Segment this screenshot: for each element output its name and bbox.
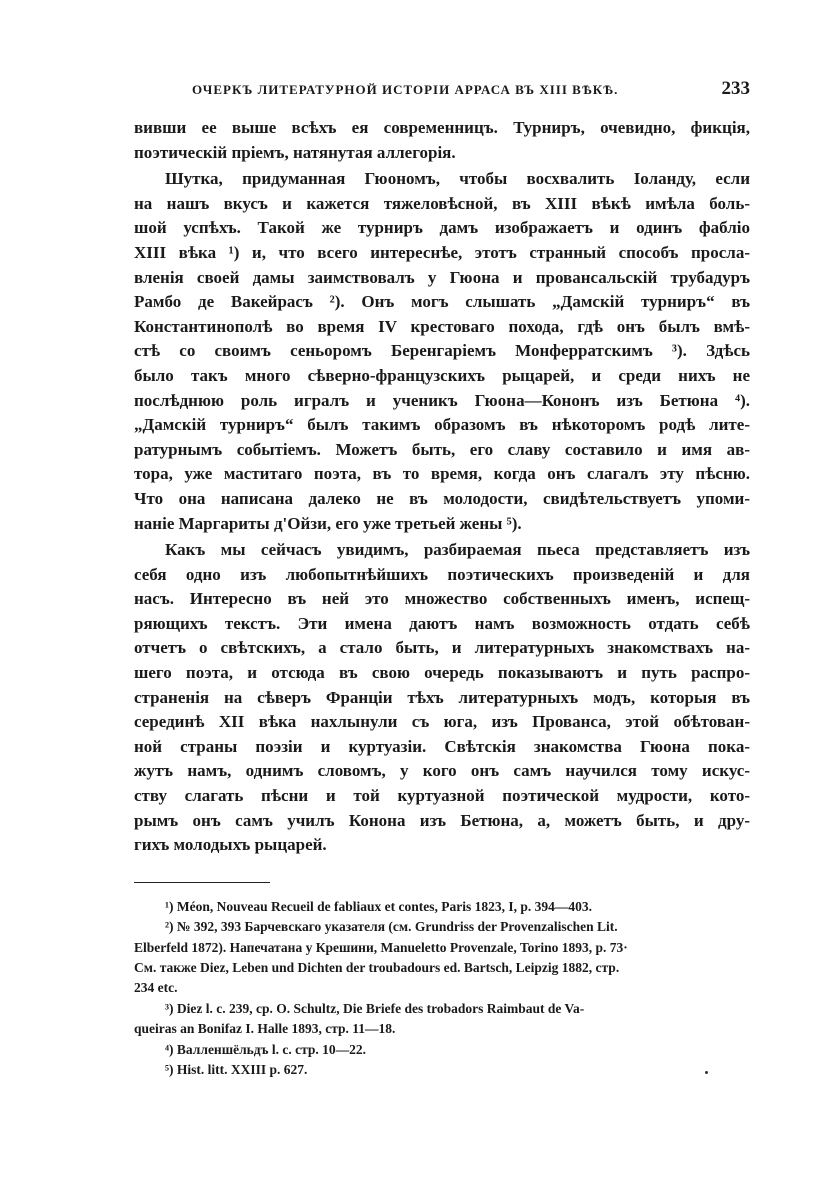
text-line: страненія на сѣверъ Франціи тѣхъ литературныхъ модъ, которыя въ <box>134 687 750 707</box>
footnote-line: ⁴) Валленшёльдъ l. c. стр. 10—22. <box>165 1041 367 1057</box>
text-line: было такъ много сѣверно-французскихъ рыцарей, и среди нихъ не <box>134 365 750 385</box>
page-number: 233 <box>721 78 750 99</box>
paragraph <box>134 167 750 536</box>
paragraph <box>134 538 750 858</box>
footnotes <box>134 897 750 1081</box>
text-line: отчетъ о свѣтскихъ, а стало быть, и литературныхъ знакомствахъ на- <box>134 638 750 658</box>
footnote-line: ⁵) Hist. litt. XXIII p. 627. <box>165 1062 308 1078</box>
text-line: поэтическій пріемъ, натянутая аллегорія. <box>134 142 456 162</box>
text-line: Константинополѣ во время IV крестоваго похода, гдѣ онъ былъ вмѣ- <box>134 316 750 336</box>
footnote-line: queiras an Bonifaz I. Halle 1893, стр. 11—18. <box>134 1021 396 1037</box>
text-line: послѣднюю роль игралъ и ученикъ Гюона—Кононъ изъ Бетюна ⁴). <box>134 390 750 410</box>
footnote-divider <box>134 882 270 883</box>
text-line: Что она написана далеко не въ молодости, свидѣтельствуетъ упоми- <box>134 488 750 508</box>
footnote-line: ²) № 392, 393 Барчевскаго указателя (см. Grundriss der Provenzalischen Lit. <box>165 919 618 935</box>
text-line: стѣ со своимъ сеньоромъ Беренгаріемъ Монферратскимъ ³). Здѣсь <box>134 341 750 361</box>
book-page <box>134 78 750 1080</box>
text-line: XIII вѣка ¹) и, что всего интереснѣе, этотъ странный способъ просла- <box>134 242 750 262</box>
text-line: гихъ молодыхъ рыцарей. <box>134 835 327 855</box>
text-line: ряющихъ текстъ. Эти имена даютъ намъ возможность отдать себѣ <box>134 613 750 633</box>
text-line: ратурнымъ событіемъ. Можетъ быть, его славу составило и имя ав- <box>134 439 750 459</box>
text-line: шой успѣхъ. Такой же турниръ дамъ изображаетъ и одинъ фабліо <box>134 218 750 238</box>
footnote-line: Elberfeld 1872). Напечатана у Крешини, Manueletto Provenzale, Torino 1893, p. 73· <box>134 939 628 955</box>
text-line: рымъ онъ самъ училъ Конона изъ Бетюна, а, можетъ быть, и дру- <box>134 810 750 830</box>
text-line: себя одно изъ любопытнѣйшихъ поэтическихъ произведеній и для <box>134 564 750 584</box>
text-line: ной страны поэзіи и куртуазіи. Свѣтскія знакомства Гюона пока- <box>134 736 750 756</box>
text-line: вленія своей дамы заимствовалъ у Гюона и провансальскій трубадуръ <box>134 267 750 287</box>
text-line: тора, уже маститаго поэта, въ то время, когда онъ слагалъ эту пѣсню. <box>134 464 750 484</box>
text-line: Рамбо де Вакейрасъ ²). Онъ могъ слышать „Дамскій турниръ“ въ <box>134 292 750 312</box>
text-line: наніе Маргариты д'Ойзи, его уже третьей жены ⁵). <box>134 513 522 533</box>
text-line: насъ. Интересно въ ней это множество собственныхъ именъ, испещ- <box>134 589 750 609</box>
text-line: жутъ намъ, однимъ словомъ, у кого онъ самъ научился тому искус- <box>134 761 750 781</box>
print-speck <box>705 1071 708 1074</box>
running-header <box>134 78 750 100</box>
text-line: ству слагать пѣсни и той куртуазной поэтической мудрости, кото- <box>134 786 750 806</box>
text-line: шего поэта, и отсюда въ свою очередь показываютъ и путь распро- <box>134 663 750 683</box>
body-text <box>134 116 750 858</box>
footnote-line: См. также Diez, Leben und Dichten der troubadours ed. Bartsch, Leipzig 1882, стр. <box>134 960 620 976</box>
text-line: серединѣ XII вѣка нахлынули съ юга, изъ Прованса, этой обѣтован- <box>134 712 750 732</box>
text-line: вивши ее выше всѣхъ ея современницъ. Турниръ, очевидно, фикція, <box>134 118 750 137</box>
footnote-line: 234 etc. <box>134 980 178 996</box>
text-line: на нашъ вкусъ и кажется тяжеловѣсной, въ XIII вѣкѣ имѣла боль- <box>134 193 750 213</box>
paragraph <box>134 116 750 165</box>
text-line: Шутка, придуманная Гюономъ, чтобы восхвалить Іоланду, если <box>165 169 750 189</box>
text-line: Какъ мы сейчасъ увидимъ, разбираемая пьеса представляетъ изъ <box>165 540 750 560</box>
footnote-line: ¹) Méon, Nouveau Recueil de fabliaux et contes, Paris 1823, I, p. 394—403. <box>165 898 593 914</box>
running-title: ОЧЕРКЪ ЛИТЕРАТУРНОЙ ИСТОРІИ АРРАСА ВЪ XIII ВѢКѢ. <box>192 82 619 97</box>
text-line: „Дамскій турниръ“ былъ такимъ образомъ въ нѣкоторомъ родѣ лите- <box>134 415 750 435</box>
footnote-line: ³) Diez l. c. 239, cp. O. Schultz, Die Briefe des trobadors Raimbaut de Va- <box>165 1000 585 1016</box>
